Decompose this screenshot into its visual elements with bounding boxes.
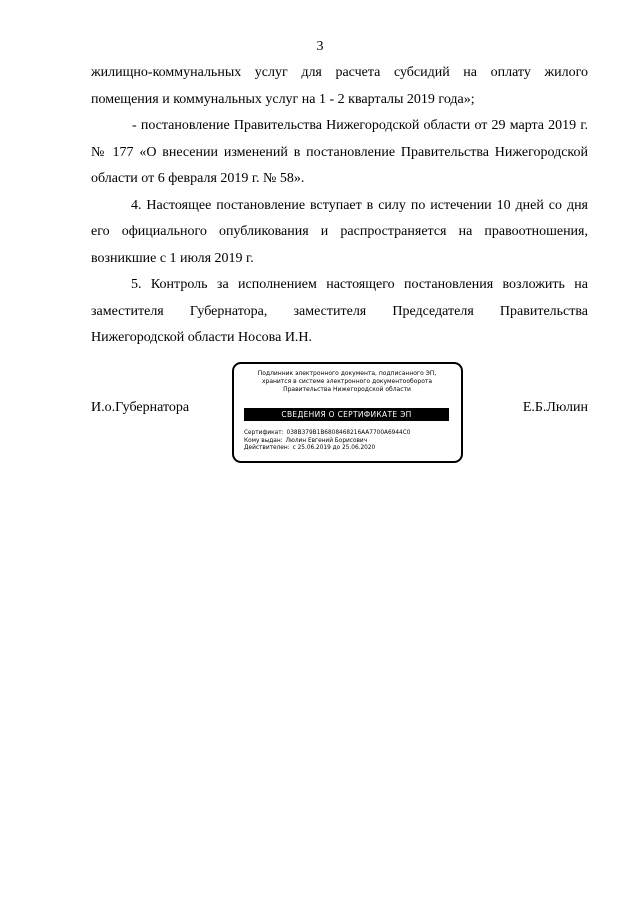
stamp-details — [244, 430, 456, 453]
issued-to-label: Кому выдан: — [244, 437, 283, 444]
certificate-row — [244, 430, 456, 438]
issued-to-value: Люлин Евгений Борисович — [285, 437, 368, 444]
validity-row — [244, 445, 456, 453]
certificate-value: 038B379B1B6808468216AA7700A6944C0 — [286, 430, 411, 436]
paragraph-continuation: жилищно-коммунальных услуг для расчета субсидий на оплату жилого помещения и коммунальных услуг на 1 - 2 кварталы 2019 года»; — [91, 65, 588, 107]
signature-block — [91, 362, 588, 468]
paragraph-list-item: - постановление Правительства Нижегородской области от 29 марта 2019 г. № 177 «О внесении изменений в постановление Правительства Нижегородской области от 6 февраля 2019 г. № 58». — [91, 118, 588, 186]
stamp-header-line: Подлинник электронного документа, подписанного ЭП, — [257, 370, 437, 377]
paragraph-item-4: 4. Настоящее постановление вступает в силу по истечении 10 дней со дня его официального опубликования и распространяется на правоотношения, возникшие с 1 июля 2019 г. — [91, 197, 588, 266]
page-number: 3 — [316, 39, 324, 54]
validity-label: Действителен: — [244, 445, 290, 451]
electronic-signature-stamp — [232, 362, 463, 463]
stamp-certificate-title: СВЕДЕНИЯ О СЕРТИФИКАТЕ ЭП — [244, 408, 449, 421]
validity-value: с 25.06.2019 до 25.06.2020 — [292, 445, 376, 451]
issued-to-row — [244, 438, 456, 446]
stamp-header-line: Правительства Нижегородской области — [283, 386, 411, 393]
stamp-header — [234, 370, 460, 394]
document-body — [91, 60, 588, 352]
certificate-label: Сертификат: — [244, 430, 284, 436]
paragraph-item-5: 5. Контроль за исполнением настоящего постановления возложить на заместителя Губернатора, заместителя Председателя Правительства Нижегородской области Носова И.Н. — [91, 277, 588, 345]
signatory-position: И.о.Губернатора — [91, 400, 190, 415]
stamp-header-line: хранится в системе электронного документооборота — [261, 378, 433, 385]
signatory-name: Е.Б.Люлин — [522, 400, 588, 415]
